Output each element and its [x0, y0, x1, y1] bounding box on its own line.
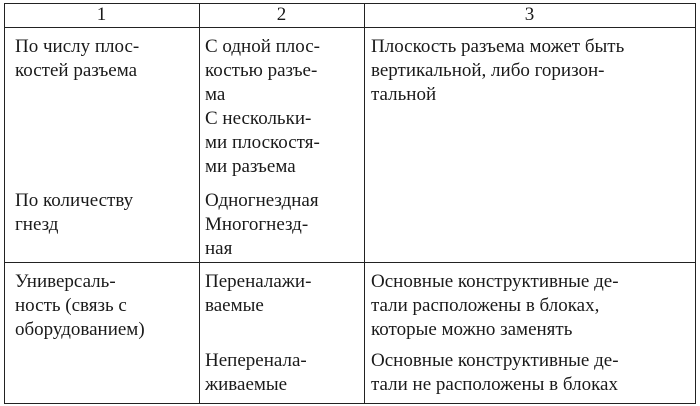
column-header-1: 1 [96, 4, 107, 25]
row2-type-non-readjustable: Неперенала- живаемые [205, 350, 307, 395]
row2-criterion-universality: Универсаль- ность (связь с оборудованием) [15, 271, 145, 340]
table-bottom-border [4, 403, 696, 404]
row1-criterion-planes: По числу плос- костей разъема [15, 36, 140, 81]
table-right-border [695, 3, 696, 404]
column-divider-1 [199, 3, 200, 404]
row1-type-cavities: Одногнездная Многогнезд- ная [205, 190, 319, 259]
row1-description: Плоскость разъема может быть вертикальной, либо горизон- тальной [371, 36, 625, 105]
table-left-border [4, 3, 5, 404]
row-divider [4, 262, 696, 263]
row1-type-planes: С одной плос- костью разъе- ма С нескольки- ми плоскостя- ми разъема [205, 36, 321, 177]
column-divider-2 [364, 3, 365, 404]
header-bottom-border [4, 27, 696, 28]
row2-description-non-readjustable: Основные конструктивные де- тали не расположены в блоках [371, 350, 619, 395]
row2-type-readjustable: Переналажи- ваемые [205, 271, 312, 316]
row2-description-readjustable: Основные конструктивные де- тали расположены в блоках, которые можно заменять [371, 271, 619, 340]
row1-criterion-cavities: По количеству гнезд [15, 190, 134, 235]
column-header-2: 2 [276, 4, 287, 25]
column-header-3: 3 [524, 4, 535, 25]
